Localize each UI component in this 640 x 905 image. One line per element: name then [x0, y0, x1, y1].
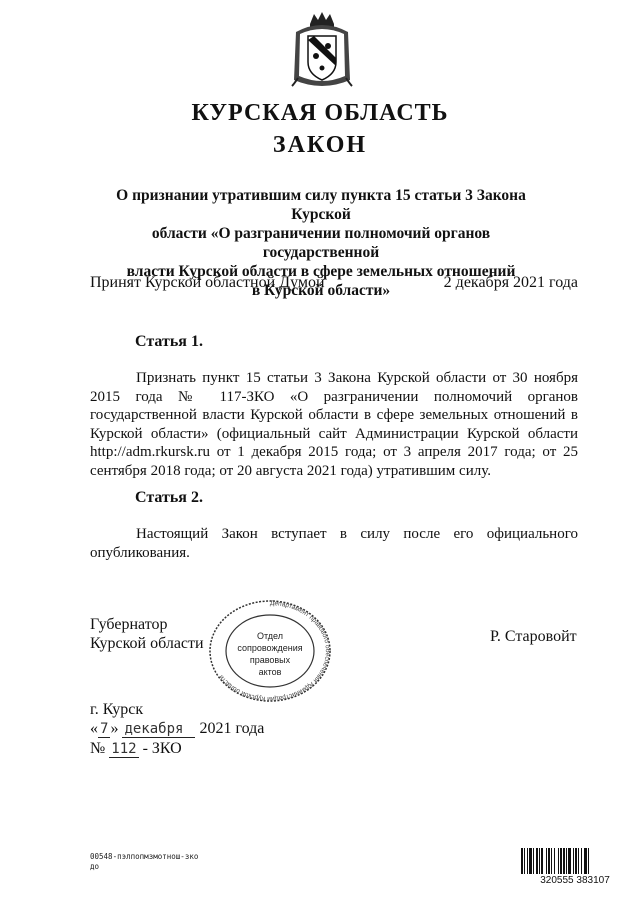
barcode-bar: [560, 848, 562, 874]
barcode-bar: [588, 848, 589, 874]
barcode-bar: [554, 848, 555, 874]
adoption-date: 2 декабря 2021 года: [443, 274, 578, 291]
barcode-bar: [527, 848, 528, 874]
barcode-bar: [521, 848, 523, 874]
stamp-ring-text: Департамент правового обеспечения Администрации Курской области: [217, 599, 331, 703]
handwritten-day: 7: [100, 721, 109, 737]
barcode-bar: [575, 848, 577, 874]
position-line: Курской области: [90, 635, 204, 652]
law-title-line: в Курской области»: [251, 282, 391, 299]
adoption-row: [90, 274, 578, 292]
document-code-footnote: 00548-пэлпопмзмотнош-зко до: [90, 852, 199, 871]
barcode-bar: [563, 848, 565, 874]
handwritten-month: декабря: [122, 721, 195, 738]
barcode-bar: [566, 848, 567, 874]
stamp-line: сопровождения: [237, 643, 303, 653]
barcode-bar: [533, 848, 534, 874]
stamp-line: правовых: [249, 655, 291, 665]
barcode-bar: [524, 848, 525, 874]
region-heading: КУРСКАЯ ОБЛАСТЬ: [191, 100, 449, 126]
barcode-bar: [573, 848, 574, 874]
signing-date: « 7 » декабря 2021 года: [90, 720, 265, 737]
handwritten-number: 112: [111, 741, 137, 757]
official-stamp: [205, 597, 335, 705]
law-number: № 112 - ЗКО: [90, 740, 182, 757]
stamp-line: Отдел: [256, 631, 284, 641]
signatory-name: Р. Старовойт: [490, 628, 577, 645]
adopted-by: Принят Курской областной Думой: [90, 274, 325, 291]
article-2-heading: Статья 2.: [135, 489, 203, 506]
barcode-number: 320555 383107: [540, 875, 610, 886]
city: г. Курск: [90, 701, 144, 718]
stamp-line: актов: [258, 667, 282, 677]
article-1-heading: Статья 1.: [135, 333, 203, 350]
law-title-line: власти Курской области в сфере земельных отношений: [126, 263, 516, 280]
law-title-line: О признании утратившим силу пункта 15 статьи 3 Закона Курской: [116, 187, 526, 223]
barcode-bar: [541, 848, 543, 874]
place-and-date: [90, 700, 264, 759]
signatory-position: [90, 615, 204, 653]
barcode-bar: [546, 848, 547, 874]
barcode-bar: [548, 848, 550, 874]
coat-of-arms-emblem: [290, 10, 354, 88]
barcode-bar: [581, 848, 582, 874]
barcode-bar: [551, 848, 552, 874]
barcode-bar: [578, 848, 579, 874]
document-type-heading: ЗАКОН: [272, 132, 368, 158]
barcode-bar: [568, 848, 571, 874]
barcode: [520, 848, 630, 878]
barcode-bar: [529, 848, 532, 874]
barcode-bar: [584, 848, 587, 874]
article-1-text: Признать пункт 15 статьи 3 Закона Курской области от 30 ноября 2015 года № 117-ЗКО «О разграничении полномочий органов государственной власти Курской области в сфере земельных отношений в Курской области» (официальный сайт Администрации Курской области http://adm.rkursk.ru от 1 декабря 2015 года; от 3 апреля 2017 года; от 25 сентября 2018 года; от 20 августа 2021 года) утратившим силу.: [90, 370, 578, 479]
barcode-bar: [558, 848, 559, 874]
barcode-bar: [536, 848, 538, 874]
position-line: Губернатор: [90, 616, 168, 633]
law-title-line: области «О разграничении полномочий органов государственной: [151, 225, 491, 261]
barcode-bar: [539, 848, 540, 874]
article-2-text: Настоящий Закон вступает в силу после его официального опубликования.: [90, 526, 578, 561]
